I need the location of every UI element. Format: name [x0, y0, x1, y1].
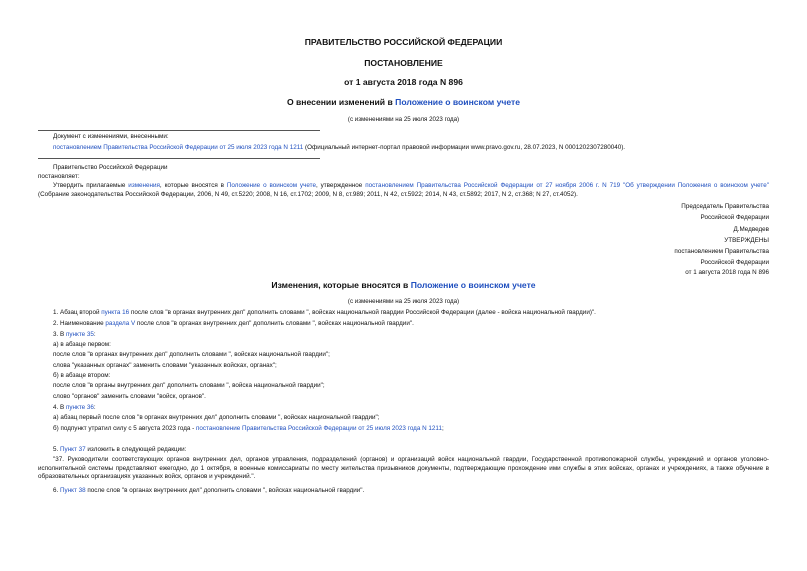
signatory-name: Д.Медведев — [733, 226, 769, 233]
changes-revision-note: (с изменениями на 25 июля 2023 года) — [347, 298, 460, 305]
text-run: 5. — [53, 446, 61, 453]
changes-source — [53, 144, 625, 152]
item-3-line: а) в абзаце первом: — [53, 341, 111, 348]
item-6 — [53, 487, 364, 495]
approved-label: УТВЕРЖДЕНЫ — [724, 237, 769, 244]
org-heading: ПРАВИТЕЛЬСТВО РОССИЙСКОЙ ФЕДЕРАЦИИ — [304, 37, 503, 47]
approved-line: Российской Федерации — [700, 259, 769, 266]
item-3-line: слово "органов" заменить словами "войск, органов". — [53, 393, 206, 400]
changes-title-prefix: Изменения, которые вносятся в — [271, 280, 411, 290]
revision-note: (с изменениями на 25 июля 2023 года) — [347, 116, 460, 123]
text-run: после слов "в органах внутренних дел" дополнить словами ", войсках национальной гвардии Российской Федерации (далее - войска национальной гвардии)". — [129, 309, 596, 316]
item-4-link[interactable]: пункте 36 — [65, 404, 94, 411]
doc-type-heading: ПОСТАНОВЛЕНИЕ — [364, 58, 443, 68]
text-run: изложить в следующей редакции: — [85, 446, 187, 453]
approval-paragraph — [38, 182, 769, 199]
regulation-link[interactable]: Положение о воинском учете — [226, 182, 316, 189]
item-4 — [53, 404, 96, 412]
text-run: после слов "в органах внутренних дел" дополнить словами ", войсках национальной гвардии". — [85, 487, 365, 494]
text-run: 2. Наименование — [53, 320, 106, 327]
divider — [38, 158, 320, 159]
item-3-link[interactable]: пункте 35 — [65, 331, 94, 338]
item-3-line: слова "указанных органах" заменить словами "указанных войсках, органах"; — [53, 362, 277, 369]
document-title — [38, 97, 769, 107]
text-run: ; — [441, 425, 444, 432]
divider — [38, 130, 320, 131]
signature-line: Председатель Правительства — [681, 203, 769, 210]
changes-source-tail: (Официальный интернет-портал правовой информации www.pravo.gov.ru, 28.07.2023, N 0001202307280040). — [303, 144, 626, 151]
decree-1211-link[interactable]: постановление Правительства Российской Федерации от 25 июля 2023 года N 1211 — [196, 425, 442, 432]
approved-line: от 1 августа 2018 года N 896 — [685, 269, 769, 276]
item-4-line — [53, 425, 444, 433]
item-2 — [53, 320, 414, 328]
title-link[interactable]: Положение о воинском учете — [395, 97, 521, 107]
item-5-quote: "37. Руководители соответствующих органов внутренних дел, органов управления, подразделений (органов) и организаций войск национальной гвардии, Государственной противопожарной службы, учреждений и органов уголовно-исполнительной системы представляют ежегодно, до 1 октября, в военные комиссариаты по месту жительства призывников документы, подтверждающие прохождение ими службы в этих войсках, органах и учреждениях, а также обучение в образовательных организациях указанных войск, органов и учреждений.". — [38, 456, 769, 480]
text-run: , утвержденное — [315, 182, 366, 189]
decides-label: постановляет: — [38, 173, 80, 180]
changes-title-link[interactable]: Положение о воинском учете — [410, 280, 536, 290]
text-run: 6. — [53, 487, 61, 494]
item-6-link[interactable]: Пункт 38 — [60, 487, 86, 494]
item-1 — [53, 309, 596, 317]
item-3-line: б) в абзаце втором: — [53, 372, 111, 379]
item-4-line: а) абзац первый после слов "в органах внутренних дел" дополнить словами ", войсках национальной гвардии"; — [53, 414, 380, 421]
item-2-link[interactable]: раздела V — [105, 320, 136, 327]
text-run: : — [93, 404, 96, 411]
changes-title — [38, 280, 769, 290]
title-prefix: О внесении изменений в — [286, 97, 396, 107]
changes-source-link[interactable]: постановлением Правительства Российской Федерации от 25 июля 2023 года N 1211 — [53, 144, 304, 151]
date-number-heading: от 1 августа 2018 года N 896 — [344, 77, 463, 87]
text-run: , которые вносятся в — [159, 182, 227, 189]
changes-link[interactable]: изменения — [128, 182, 160, 189]
item-3-line: после слов "в органах внутренних дел" дополнить словами ", войсках национальной гвардии"; — [53, 351, 330, 358]
text-run: 1. Абзац второй — [53, 309, 102, 316]
text-run: б) подпункт утратил силу с 5 августа 2023 года - — [53, 425, 196, 432]
changes-label: Документ с изменениями, внесенными: — [53, 133, 169, 140]
item-3 — [53, 331, 96, 339]
text-run: 3. В — [53, 331, 66, 338]
text-run: Утвердить прилагаемые — [53, 182, 129, 189]
text-run: : — [93, 331, 96, 338]
approved-line: постановлением Правительства — [674, 248, 769, 255]
decree-719-link[interactable]: постановлением Правительства Российской Федерации от 27 ноября 2006 г. N 719 "Об утверждении Положения о воинском учете" — [365, 182, 769, 189]
text-run: 4. В — [53, 404, 66, 411]
item-1-link[interactable]: пункта 16 — [101, 309, 130, 316]
signature-line: Российской Федерации — [700, 214, 769, 221]
text-run: (Собрание законодательства Российской Федерации, 2006, N 49, ст.5220; 2008, N 16, ст.1702; 2009, N 8, ст.989; 2011, N 42, ст.5922; 2014, N 43, ст.5892; 2017, N 2, ст.368; N 27, ст.4052). — [38, 190, 578, 198]
text-run: после слов "в органах внутренних дел" дополнить словами ", войсках национальной гвардии". — [135, 320, 414, 327]
item-5 — [53, 446, 186, 454]
government-label: Правительство Российской Федерации — [53, 164, 168, 171]
item-3-line: после слов "в органы внутренних дел" дополнить словами ", войска национальной гвардии"; — [53, 382, 325, 389]
item-5-link[interactable]: Пункт 37 — [60, 446, 86, 453]
